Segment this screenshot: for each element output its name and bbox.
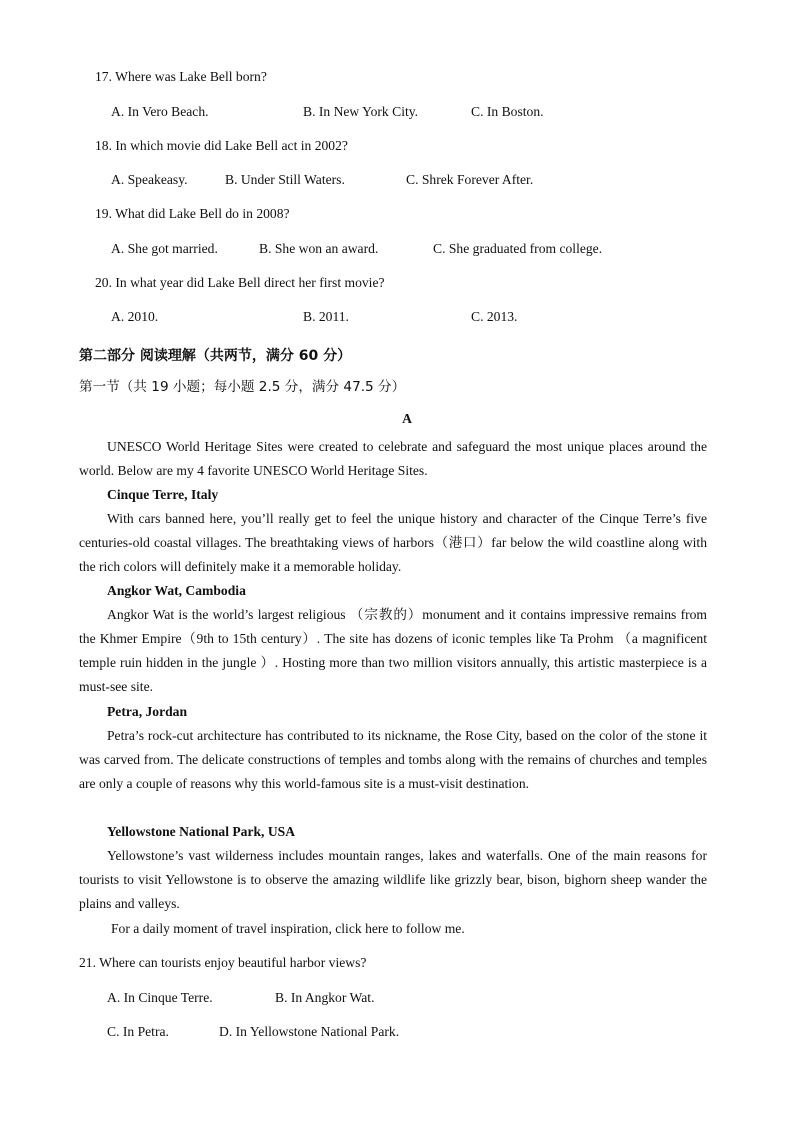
q20-option-c: C. 2013. (471, 309, 518, 324)
site-heading-angkor-wat: Angkor Wat, Cambodia (107, 583, 246, 598)
site-heading-cinque-terre: Cinque Terre, Italy (107, 487, 219, 502)
q18-option-b: B. Under Still Waters. (225, 172, 345, 187)
q18-option-c: C. Shrek Forever After. (406, 172, 534, 187)
q20-option-b: B. 2011. (303, 309, 349, 324)
section1-title: 第一节（共 19 小题；每小题 2.5 分，满分 47.5 分） (79, 379, 406, 395)
closing-line: For a daily moment of travel inspiration, click here to follow me. (111, 921, 465, 936)
site-body-angkor-wat (79, 603, 707, 699)
q21-option-d: D. In Yellowstone National Park. (219, 1024, 400, 1039)
q21-option-b: B. In Angkor Wat. (275, 990, 375, 1005)
site-body-cinque-terre (79, 507, 707, 579)
site-heading-yellowstone: Yellowstone National Park, USA (107, 824, 296, 839)
q20-option-a: A. 2010. (111, 309, 159, 324)
question-18: 18. In which movie did Lake Bell act in 2002? (95, 138, 348, 153)
q21-option-a: A. In Cinque Terre. (107, 990, 213, 1005)
question-17: 17. Where was Lake Bell born? (95, 69, 267, 84)
site-body-yellowstone-text: Yellowstone’s vast wilderness includes mountain ranges, lakes and waterfalls. One of the main reasons for tourists to visit Yellowstone is to observe the amazing wildlife like grizzly bear, bison, bighorn sheep wander the plains and valleys. (79, 848, 707, 911)
passage-intro-text: UNESCO World Heritage Sites were created to celebrate and safeguard the most unique places around the world. Below are my 4 favorite UNESCO World Heritage Sites. (79, 439, 707, 478)
q19-option-c: C. She graduated from college. (433, 241, 603, 256)
question-20: 20. In what year did Lake Bell direct her first movie? (95, 275, 385, 290)
q19-option-a: A. She got married. (111, 241, 218, 256)
part2-title: 第二部分 阅读理解（共两节，满分 60 分） (79, 348, 352, 364)
q17-option-a: A. In Vero Beach. (111, 104, 209, 119)
q21-option-c: C. In Petra. (107, 1024, 169, 1039)
site-body-petra-text: Petra’s rock-cut architecture has contributed to its nickname, the Rose City, based on the color of the stone it was carved from. The delicate constructions of temples and tombs along with the remains of churches and temples are only a couple of reasons why this world-famous site is a must-visit destination. (79, 728, 707, 791)
q17-option-b: B. In New York City. (303, 104, 419, 119)
q19-option-b: B. She won an award. (259, 241, 379, 256)
passage-letter: A (402, 411, 412, 426)
passage-intro (79, 435, 707, 483)
site-body-petra (79, 724, 707, 796)
site-body-cinque-terre-text: With cars banned here, you’ll really get to feel the unique history and character of the Cinque Terre’s five centuries-old coastal villages. The breathtaking views of harbors（港口）far below the wild coastline along with the rich colors will definitely make it a memorable holiday. (79, 511, 707, 574)
q17-option-c: C. In Boston. (471, 104, 544, 119)
question-21: 21. Where can tourists enjoy beautiful harbor views? (79, 955, 367, 970)
question-19: 19. What did Lake Bell do in 2008? (95, 206, 290, 221)
site-body-angkor-wat-text: Angkor Wat is the world’s largest religious （宗教的）monument and it contains impressive remains from the Khmer Empire（9th to 15th century）. The site has dozens of iconic temples like Ta Prohm （a magnificent temple ruin hidden in the jungle ）. Hosting more than two million visitors annually, this artistic masterpiece is a must-see site. (79, 607, 707, 694)
site-body-yellowstone (79, 844, 707, 916)
q18-option-a: A. Speakeasy. (111, 172, 188, 187)
site-heading-petra: Petra, Jordan (107, 704, 188, 719)
